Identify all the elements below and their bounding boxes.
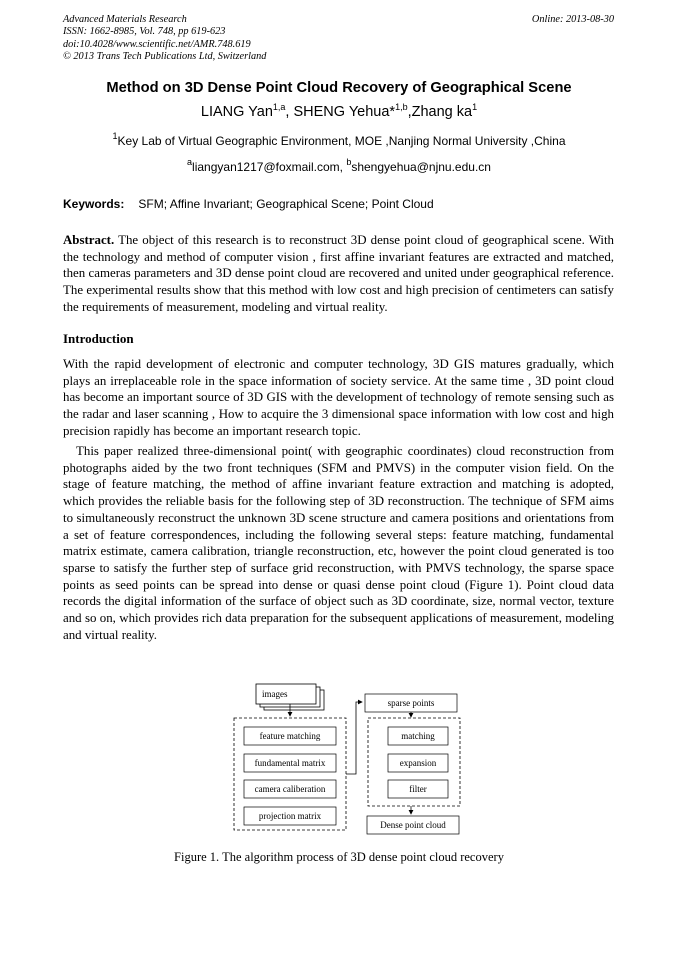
affiliation — [0, 131, 678, 148]
section-heading-introduction: Introduction — [63, 331, 134, 346]
email-line — [0, 157, 678, 174]
email-b: shengyehua@njnu.edu.cn — [351, 160, 491, 174]
abstract-text: The object of this research is to reconstruct 3D dense point cloud of geographical scene. With the technology and method of computer vision , first affine invariant features are extracted and matched, then cameras parameters and 3D dense point cloud are recovered and united under geographical reference. The experimental results show that this method with low cost and high precision of centimeters can satisfy the requirements of measurement, modeling and virtual reality. — [63, 233, 614, 314]
filter-label: filter — [409, 784, 427, 794]
journal-name: Advanced Materials Research — [63, 14, 187, 25]
camera-calibration-label: camera caliberation — [254, 784, 326, 794]
author-2-sup: 1,b — [395, 102, 408, 112]
email-b-sup: b — [346, 157, 352, 167]
email-a-sup: a — [187, 157, 193, 167]
online-date: Online: 2013-08-30 — [531, 14, 614, 25]
images-label: images — [262, 689, 288, 699]
author-1-sup: 1,a — [272, 102, 286, 112]
copyright-line: © 2013 Trans Tech Publications Ltd, Switzerland — [63, 51, 267, 63]
expansion-label: expansion — [399, 758, 437, 768]
abstract-label: Abstract. — [63, 233, 115, 247]
corresponding-star: * — [389, 104, 396, 120]
abstract — [63, 232, 614, 316]
author-separator: , — [407, 104, 412, 120]
author-separator: , — [285, 104, 294, 120]
arrow-sfm-to-sparse — [346, 702, 362, 774]
figure-1-caption: Figure 1. The algorithm process of 3D dense point cloud recovery — [174, 850, 504, 864]
figure-1-diagram — [230, 680, 470, 840]
keywords — [63, 197, 434, 211]
affiliation-text: Key Lab of Virtual Geographic Environment, MOE ,Nanjing Normal University ,China — [117, 134, 566, 148]
feature-matching-label: feature matching — [259, 731, 321, 741]
author-2: SHENG Yehua — [293, 104, 390, 120]
issn-line: ISSN: 1662-8985, Vol. 748, pp 619-623 — [63, 26, 226, 38]
intro-paragraph-2: This paper realized three-dimensional point( with geographic coordinates) cloud reconstruction from photographs aided by the two front techniques (SFM and PMVS) in the computer vision field. On the stage of feature matching, the method of affine invariant feature extraction and matching is adopted, which provides the reliable basis for the following step of 3D reconstruction. The technique of SFM aims to simultaneously reconstruct the unknown 3D scene structure and camera positions and orientations from a set of feature correspondences, including the following several steps: feature matching, fundamental matrix estimate, camera calibration, triangle reconstruction, etc, however the point cloud generated is too sparse to satisfy the further step of surface grid reconstruction, with PMVS technology, the sparse space points as seed points can be spread into dense or quasi dense point cloud (Figure 1). Point cloud data records the digital information of the surface of object such as 3D coordinate, size, normal vector, texture and so on, which provides rich data preparation for the subsequent applications of measurement, modeling and virtual reality. — [63, 444, 614, 642]
fundamental-matrix-label: fundamental matrix — [254, 758, 326, 768]
author-3-sup: 1 — [472, 102, 478, 112]
paper-title: Method on 3D Dense Point Cloud Recovery of Geographical Scene — [106, 80, 572, 96]
journal-header — [63, 14, 266, 64]
affiliation-sup: 1 — [112, 131, 118, 141]
keywords-text: SFM; Affine Invariant; Geographical Scene; Point Cloud — [138, 197, 434, 211]
sparse-points-label: sparse points — [387, 698, 435, 708]
doi-line: doi:10.4028/www.scientific.net/AMR.748.619 — [63, 38, 251, 50]
dense-point-cloud-label: Dense point cloud — [380, 820, 446, 830]
projection-matrix-label: projection matrix — [258, 811, 322, 821]
keywords-label: Keywords: — [63, 197, 125, 211]
author-1: LIANG Yan — [200, 104, 273, 120]
email-separator: , — [339, 160, 347, 174]
author-3: Zhang ka — [411, 104, 473, 120]
intro-paragraph-1: With the rapid development of electronic and computer technology, 3D GIS matures gradually, which plays an irreplaceable role in the space information of society service. At the same time , 3D point cloud has become an important source of 3D GIS with the development of technology of remote sensing such as the radar and laser scanning , How to acquire the 3 dimensional space information with low cost and high precision rapidly has become an important research topic. — [63, 357, 614, 438]
author-list — [0, 104, 678, 120]
matching-label: matching — [401, 731, 435, 741]
email-a: liangyan1217@foxmail.com — [192, 160, 340, 174]
